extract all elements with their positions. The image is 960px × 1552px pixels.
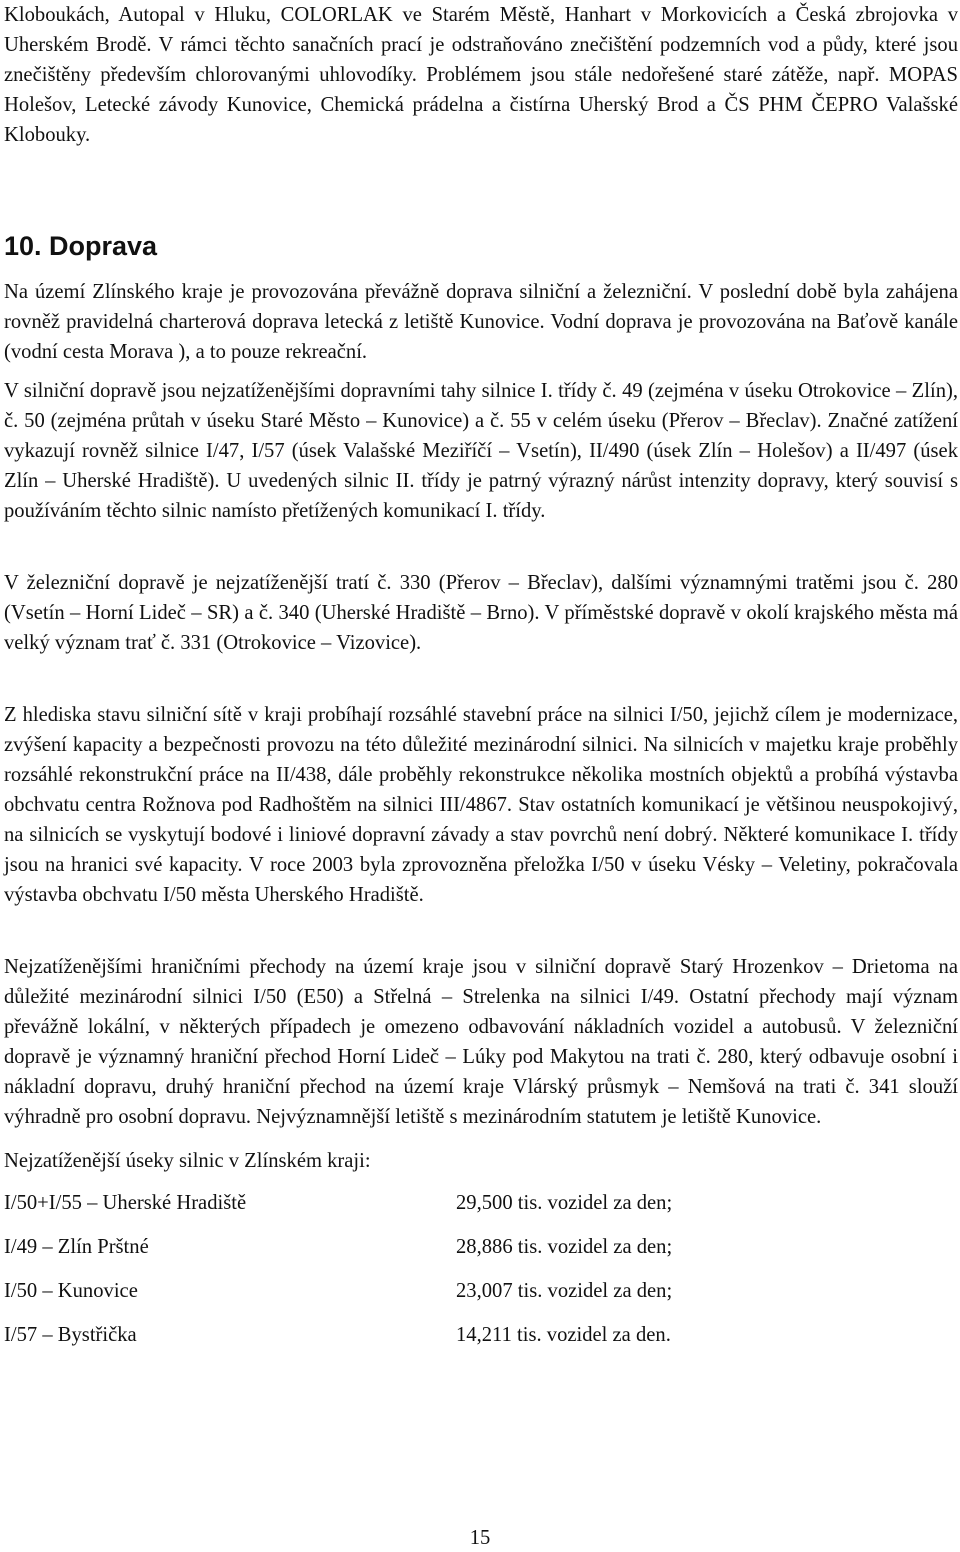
- paragraph-rail-transport: V železniční dopravě je nejzatíženější tratí č. 330 (Přerov – Břeclav), dalšími významnými tratěmi jsou č. 280 (Vsetín – Horní Lideč – SR) a č. 340 (Uherské Hradiště – Brno). V příměstské dopravě v okolí krajského města má velký význam trať č. 331 (Otrokovice – Vizovice).: [4, 572, 958, 654]
- traffic-volume: 28,886 tis. vozidel za den;: [456, 1236, 673, 1258]
- road-section: I/50+I/55 – Uherské Hradiště: [4, 1192, 247, 1214]
- road-section: I/57 – Bystřička: [4, 1324, 137, 1346]
- traffic-volume: 23,007 tis. vozidel za den;: [456, 1280, 673, 1302]
- document-page: [4, 0, 958, 1550]
- page-number: 15: [469, 1527, 491, 1549]
- section-heading: 10. Doprava: [4, 231, 158, 261]
- table-row: [4, 1232, 958, 1262]
- table-row: [4, 1320, 958, 1350]
- table-row: [4, 1276, 958, 1306]
- traffic-volume: 14,211 tis. vozidel za den.: [456, 1324, 671, 1346]
- intro-paragraph: Kloboukách, Autopal v Hluku, COLORLAK ve Starém Městě, Hanhart v Morkovicích a Česká zbrojovka v Uherském Brodě. V rámci těchto sanačních prací je odstraňováno znečištění podzemních vod a půdy, které jsou znečištěny především chlorovanými uhlovodíky. Problémem jsou stále nedořešené staré zátěže, např. MOPAS Holešov, Letecké závody Kunovice, Chemická prádelna a čistírna Uherský Brod a ČS PHM ČEPRO Valašské Klobouky.: [4, 4, 958, 146]
- paragraph-transport-overview: Na území Zlínského kraje je provozována převážně doprava silniční a železniční. V poslední době byla zahájena rovněž pravidelná charterová doprava letecká z letiště Kunovice. Vodní doprava je provozována na Baťově kanále (vodní cesta Morava ), a to pouze rekreační.: [4, 281, 958, 363]
- traffic-volume: 29,500 tis. vozidel za den;: [456, 1192, 673, 1214]
- road-section: I/50 – Kunovice: [4, 1280, 138, 1302]
- paragraph-road-network-state: Z hlediska stavu silniční sítě v kraji probíhají rozsáhlé stavební práce na silnici I/50, jejichž cílem je modernizace, zvýšení kapacity a bezpečnosti provozu na této důležité mezinárodní silnici. Na silnicích v majetku kraje proběhly rozsáhlé rekonstrukční práce na II/438, dále proběhly rekonstrukce několika mostních objektů a probíhá výstavba obchvatu centra Rožnova pod Radhoštěm na silnici III/4867. Stav ostatních komunikací je většinou neuspokojivý, na silnicích se vyskytují bodové i liniové dopravní závady a stav povrchů není dobrý. Některé komunikace I. třídy jsou na hranici své kapacity. V roce 2003 byla zprovozněna přeložka I/50 v úseku Vésky – Veletiny, pokračovala výstavba obchvatu I/50 města Uherského Hradiště.: [4, 704, 958, 906]
- paragraph-border-crossings: Nejzatíženějšími hraničními přechody na území kraje jsou v silniční dopravě Starý Hrozenkov – Drietoma na důležité mezinárodní silnici I/50 (E50) a Střelná – Strelenka na silnici I/49. Ostatní přechody mají význam převážně lokální, v některých případech je omezeno odbavování nákladních vozidel a autobusů. V železniční dopravě je významný hraniční přechod Horní Lideč – Lúky pod Makytou na trati č. 280, který odbavuje osobní i nákladní dopravu, druhý hraniční přechod na území kraje Vlárský průsmyk – Nemšová na trati č. 341 slouží výhradně pro osobní dopravu. Nejvýznamnější letiště s mezinárodním statutem je letiště Kunovice.: [4, 956, 958, 1128]
- table-row: [4, 1188, 958, 1218]
- road-section: I/49 – Zlín Prštné: [4, 1236, 149, 1258]
- paragraph-road-transport: V silniční dopravě jsou nejzatíženějšími dopravními tahy silnice I. třídy č. 49 (zejména v úseku Otrokovice – Zlín), č. 50 (zejména průtah v úseku Staré Město – Kunovice) a č. 55 v celém úseku (Přerov – Břeclav). Značné zatížení vykazují rovněž silnice I/47, I/57 (úsek Valašské Meziříčí – Vsetín), II/490 (úsek Zlín – Holešov) a II/497 (úsek Zlín – Uherské Hradiště). U uvedených silnic II. třídy je patrný výrazný nárůst intenzity dopravy, který souvisí s používáním těchto silnic namísto přetížených komunikací I. třídy.: [4, 380, 958, 522]
- table-caption: Nejzatíženější úseky silnic v Zlínském kraji:: [4, 1150, 371, 1172]
